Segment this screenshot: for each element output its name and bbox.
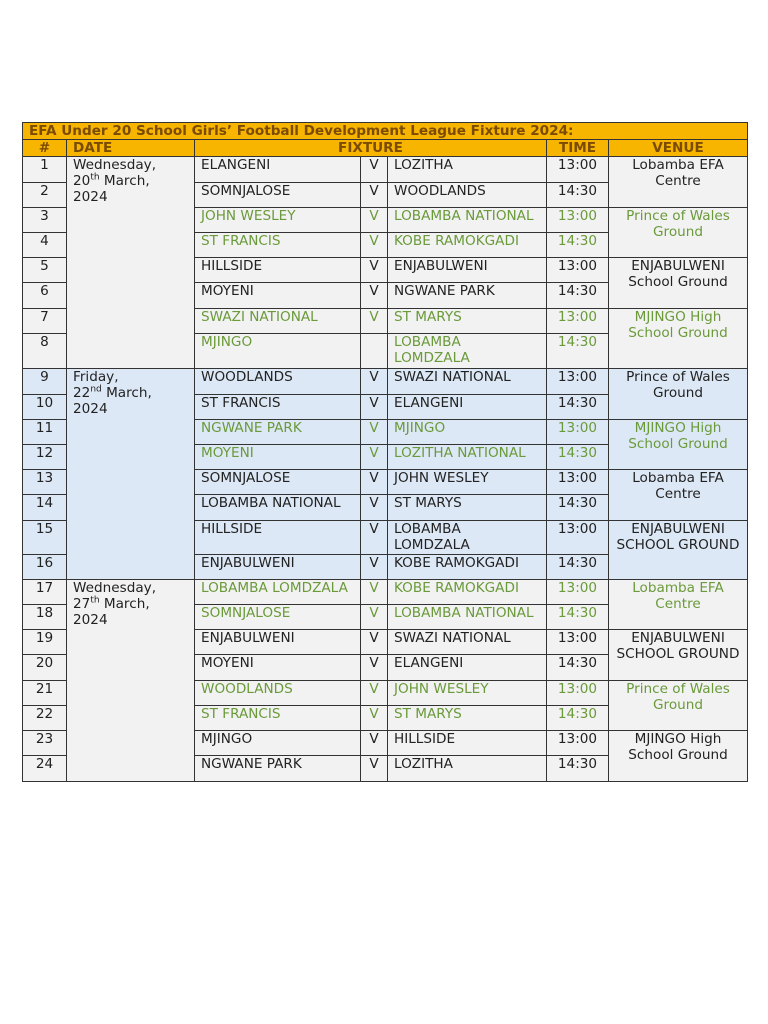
match-number: 17 [23,580,67,605]
versus-label: V [361,445,388,470]
venue-name: MJINGO High School Ground [609,309,748,369]
versus-label: V [361,521,388,555]
venue-name: Prince of Wales Ground [609,208,748,258]
kickoff-time: 14:30 [547,183,609,208]
versus-label: V [361,258,388,283]
match-number: 18 [23,605,67,630]
fixture-row [23,157,748,183]
home-team: MOYENI [195,283,361,309]
date-num: 27 [73,596,91,612]
away-team: ELANGENI [388,655,547,681]
kickoff-time: 13:00 [547,157,609,183]
away-team: LOBAMBA NATIONAL [388,208,547,233]
fixture-title: EFA Under 20 School Girls’ Football Development League Fixture 2024: [23,123,748,140]
versus-label: V [361,731,388,756]
away-team: ST MARYS [388,309,547,334]
kickoff-time: 13:00 [547,521,609,555]
versus-label: V [361,655,388,681]
date-day: Wednesday, [73,157,157,173]
away-team: LOZITHA [388,756,547,782]
away-team: MJINGO [388,420,547,445]
match-number: 19 [23,630,67,655]
away-team: KOBE RAMOKGADI [388,580,547,605]
home-team: SOMNJALOSE [195,183,361,208]
kickoff-time: 14:30 [547,706,609,731]
venue-name: MJINGO High School Ground [609,420,748,470]
versus-label: V [361,208,388,233]
date-num: 22 [73,385,91,401]
venue-name: Prince of Wales Ground [609,369,748,420]
venue-name: Prince of Wales Ground [609,681,748,731]
date-month: March, [103,596,150,612]
versus-label: V [361,681,388,706]
away-team: JOHN WESLEY [388,470,547,495]
date-suffix: th [90,172,100,183]
match-number: 21 [23,681,67,706]
match-date [67,369,195,580]
match-number: 10 [23,395,67,420]
match-number: 2 [23,183,67,208]
home-team: ST FRANCIS [195,395,361,420]
home-team: MOYENI [195,655,361,681]
versus-label: V [361,420,388,445]
date-month: March, [106,385,152,401]
versus-label: V [361,495,388,521]
versus-label [361,334,388,369]
venue-name: ENJABULWENI SCHOOL GROUND [609,630,748,681]
date-month: March, [103,173,150,189]
home-team: SOMNJALOSE [195,605,361,630]
kickoff-time: 14:30 [547,555,609,580]
match-number: 20 [23,655,67,681]
venue-name: Lobamba EFA Centre [609,157,748,208]
match-number: 16 [23,555,67,580]
match-number: 22 [23,706,67,731]
venue-name: ENJABULWENI SCHOOL GROUND [609,521,748,580]
fixture-table-body [23,123,748,782]
kickoff-time: 14:30 [547,605,609,630]
kickoff-time: 14:30 [547,756,609,782]
header-fixture: FIXTURE [195,140,547,157]
away-team: ST MARYS [388,495,547,521]
away-team: LOBAMBA LOMDZALA [388,334,547,369]
kickoff-time: 13:00 [547,369,609,395]
away-team: LOBAMBA LOMDZALA [388,521,547,555]
kickoff-time: 13:00 [547,258,609,283]
date-year: 2024 [73,189,108,205]
header-venue: VENUE [609,140,748,157]
home-team: ST FRANCIS [195,706,361,731]
home-team: SOMNJALOSE [195,470,361,495]
away-team: NGWANE PARK [388,283,547,309]
versus-label: V [361,756,388,782]
kickoff-time: 14:30 [547,655,609,681]
home-team: MOYENI [195,445,361,470]
versus-label: V [361,470,388,495]
home-team: MJINGO [195,334,361,369]
away-team: ENJABULWENI [388,258,547,283]
home-team: LOBAMBA LOMDZALA [195,580,361,605]
versus-label: V [361,555,388,580]
versus-label: V [361,605,388,630]
home-team: NGWANE PARK [195,756,361,782]
kickoff-time: 14:30 [547,495,609,521]
versus-label: V [361,309,388,334]
away-team: JOHN WESLEY [388,681,547,706]
away-team: LOZITHA NATIONAL [388,445,547,470]
match-number: 11 [23,420,67,445]
date-year: 2024 [73,612,108,628]
home-team: ENJABULWENI [195,555,361,580]
venue-name: Lobamba EFA Centre [609,580,748,630]
home-team: WOODLANDS [195,369,361,395]
venue-name: MJINGO High School Ground [609,731,748,782]
home-team: ENJABULWENI [195,630,361,655]
match-number: 14 [23,495,67,521]
match-number: 15 [23,521,67,555]
away-team: ELANGENI [388,395,547,420]
home-team: ST FRANCIS [195,233,361,258]
home-team: JOHN WESLEY [195,208,361,233]
kickoff-time: 13:00 [547,420,609,445]
away-team: LOBAMBA NATIONAL [388,605,547,630]
away-team: HILLSIDE [388,731,547,756]
match-number: 13 [23,470,67,495]
match-number: 9 [23,369,67,395]
kickoff-time: 14:30 [547,445,609,470]
home-team: MJINGO [195,731,361,756]
kickoff-time: 14:30 [547,334,609,369]
versus-label: V [361,283,388,309]
versus-label: V [361,630,388,655]
match-number: 7 [23,309,67,334]
home-team: WOODLANDS [195,681,361,706]
away-team: KOBE RAMOKGADI [388,233,547,258]
header-date: DATE [67,140,195,157]
date-suffix: nd [90,384,102,395]
match-number: 24 [23,756,67,782]
home-team: HILLSIDE [195,521,361,555]
versus-label: V [361,157,388,183]
venue-name: Lobamba EFA Centre [609,470,748,521]
home-team: LOBAMBA NATIONAL [195,495,361,521]
kickoff-time: 13:00 [547,470,609,495]
home-team: ELANGENI [195,157,361,183]
kickoff-time: 13:00 [547,630,609,655]
fixture-row [23,369,748,395]
kickoff-time: 14:30 [547,233,609,258]
date-year: 2024 [73,401,108,417]
versus-label: V [361,580,388,605]
match-number: 3 [23,208,67,233]
kickoff-time: 13:00 [547,681,609,706]
title-row [23,123,748,140]
away-team: SWAZI NATIONAL [388,369,547,395]
kickoff-time: 14:30 [547,283,609,309]
header-num: # [23,140,67,157]
header-time: TIME [547,140,609,157]
match-number: 23 [23,731,67,756]
away-team: SWAZI NATIONAL [388,630,547,655]
match-number: 6 [23,283,67,309]
match-number: 8 [23,334,67,369]
away-team: KOBE RAMOKGADI [388,555,547,580]
versus-label: V [361,395,388,420]
home-team: HILLSIDE [195,258,361,283]
versus-label: V [361,183,388,208]
date-num: 20 [73,173,91,189]
match-number: 1 [23,157,67,183]
versus-label: V [361,369,388,395]
kickoff-time: 13:00 [547,580,609,605]
match-number: 5 [23,258,67,283]
kickoff-time: 13:00 [547,208,609,233]
fixture-row [23,580,748,605]
date-day: Wednesday, [73,580,157,596]
versus-label: V [361,233,388,258]
away-team: WOODLANDS [388,183,547,208]
venue-name: ENJABULWENI School Ground [609,258,748,309]
kickoff-time: 13:00 [547,309,609,334]
match-date [67,157,195,369]
date-day: Friday, [73,369,119,385]
away-team: ST MARYS [388,706,547,731]
home-team: NGWANE PARK [195,420,361,445]
kickoff-time: 13:00 [547,731,609,756]
versus-label: V [361,706,388,731]
date-suffix: th [90,595,100,606]
fixture-table [22,122,748,782]
match-number: 12 [23,445,67,470]
header-row [23,140,748,157]
away-team: LOZITHA [388,157,547,183]
kickoff-time: 14:30 [547,395,609,420]
match-number: 4 [23,233,67,258]
home-team: SWAZI NATIONAL [195,309,361,334]
match-date [67,580,195,782]
